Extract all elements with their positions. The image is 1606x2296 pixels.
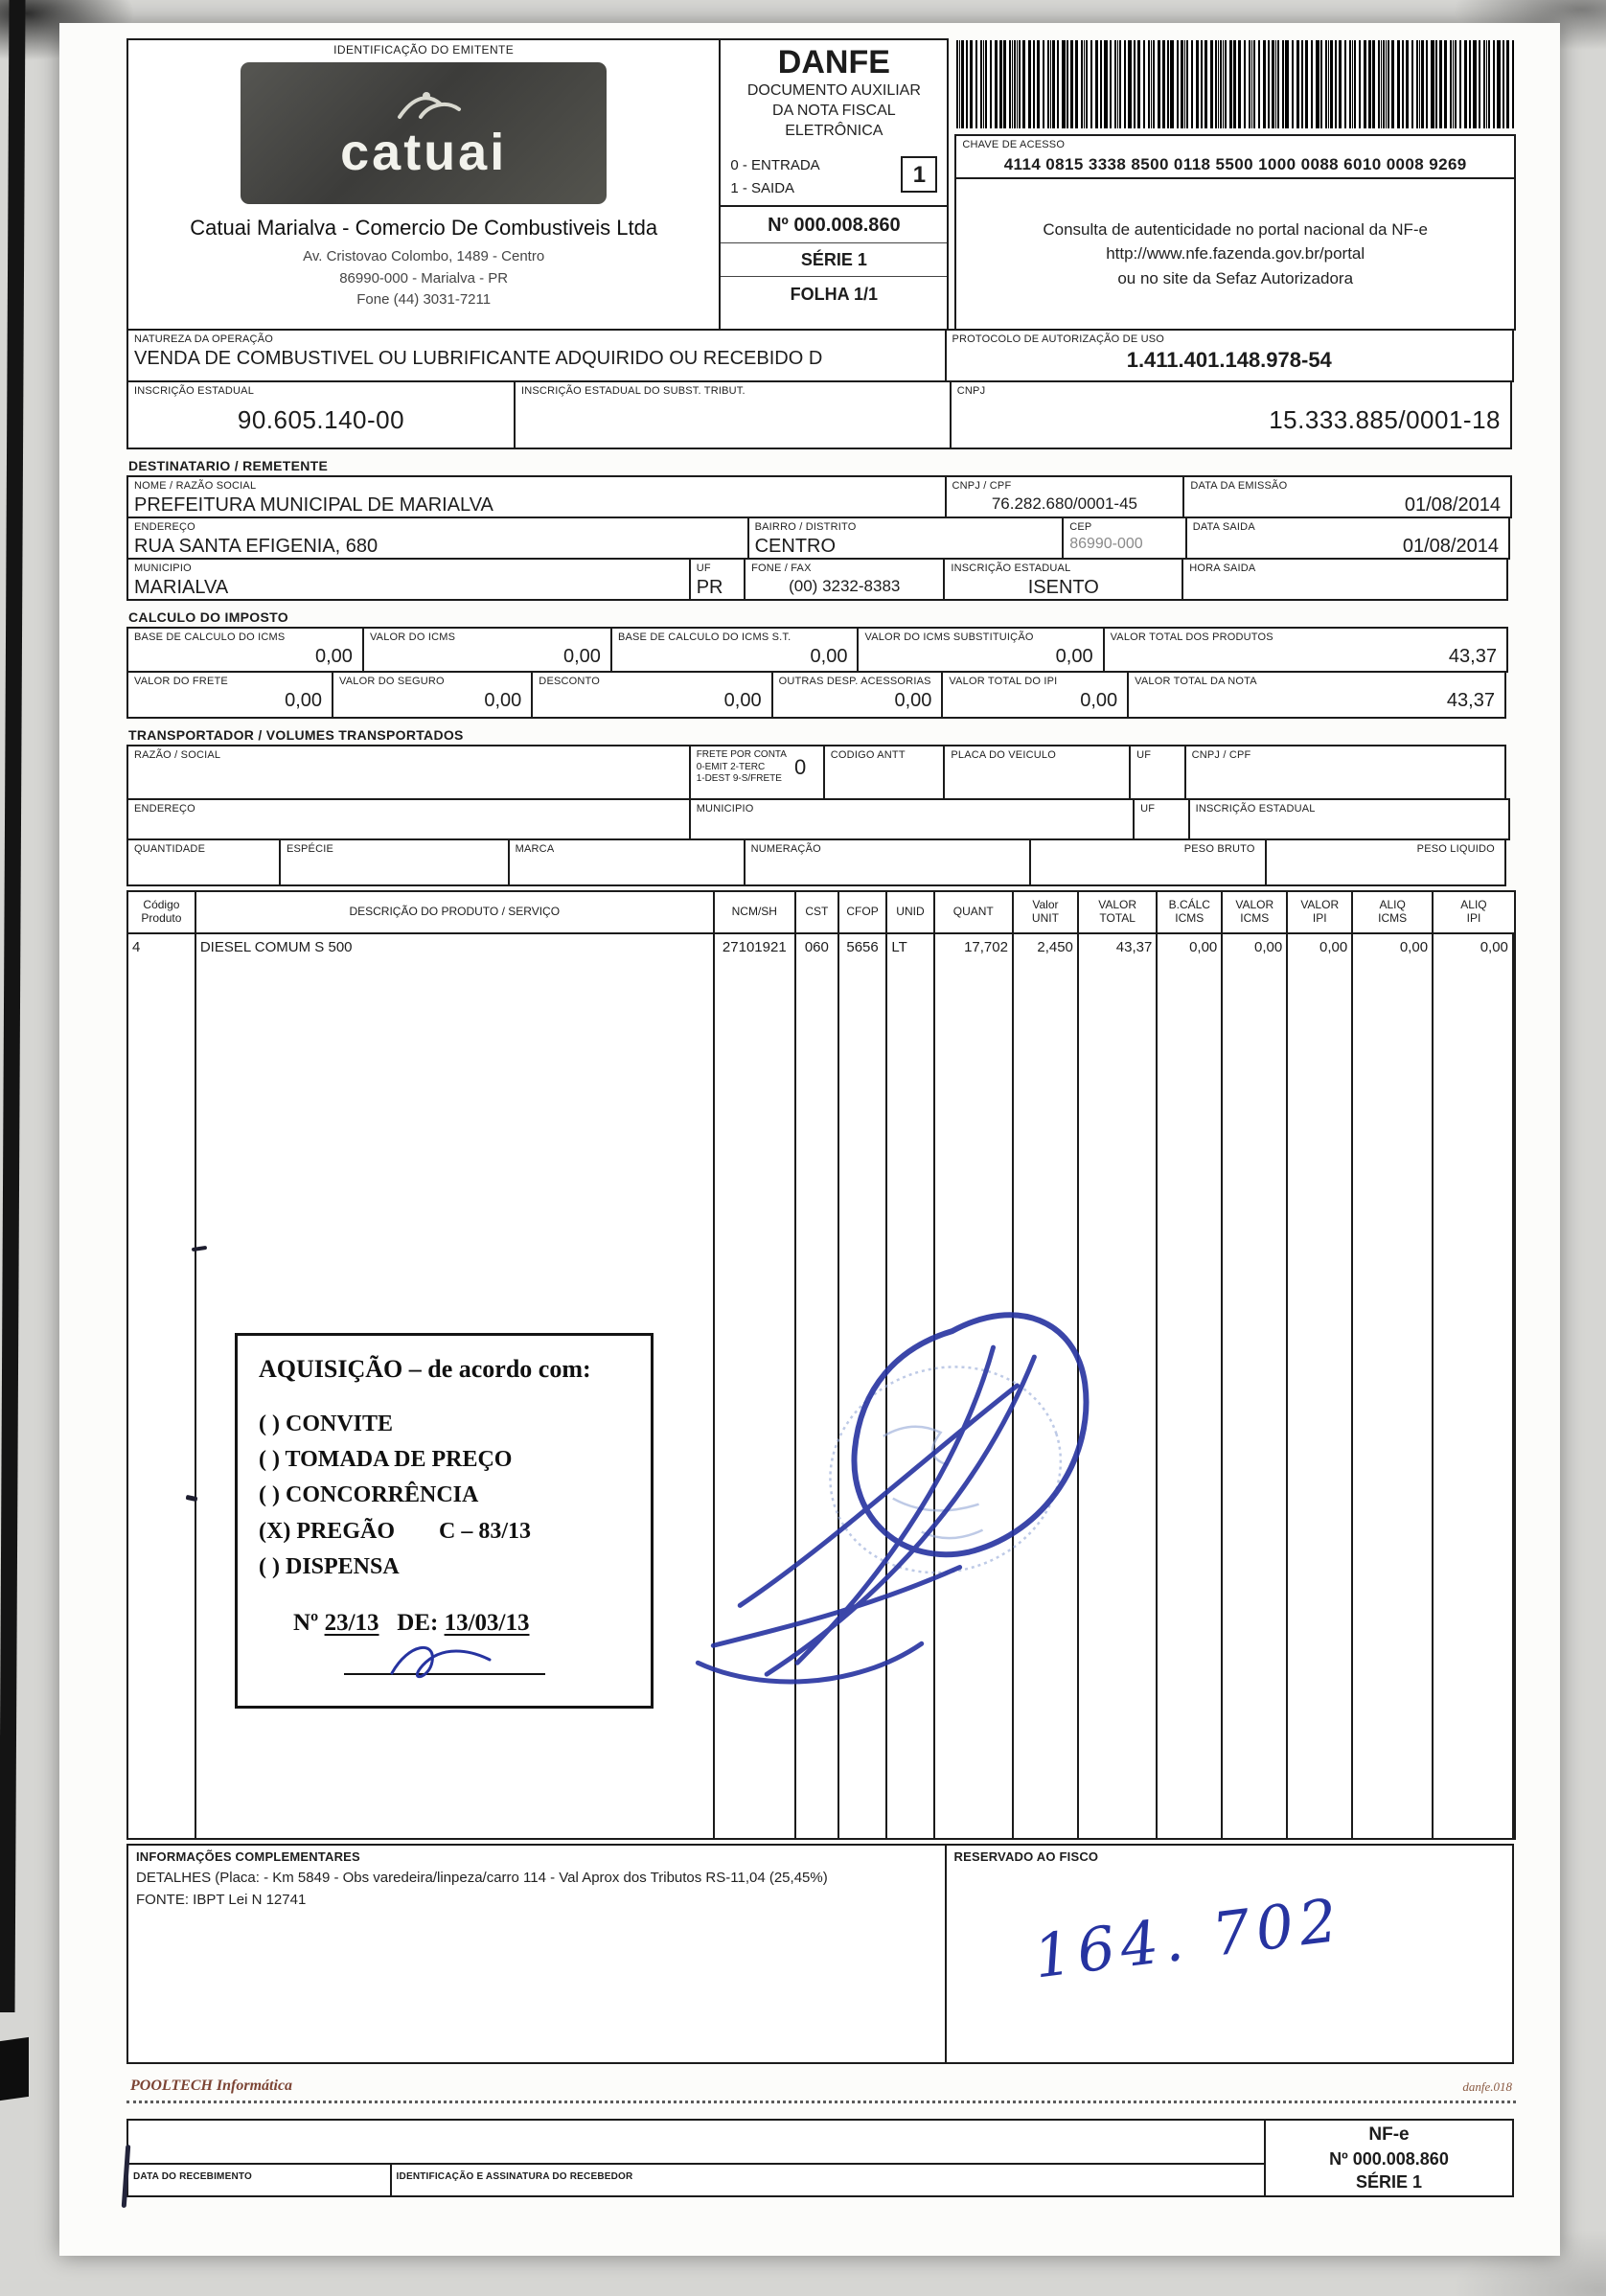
transp-endereco-label: ENDEREÇO (134, 803, 195, 815)
emitente-address-line2: 86990-000 - Marialva - PR (339, 269, 509, 287)
danfe-subtitle-line3: ELETRÔNICA (785, 122, 883, 139)
cell-ncm: 27101921 (715, 934, 796, 1838)
field-transp-municipio (689, 798, 1135, 840)
field-dest-saida (1185, 517, 1510, 560)
informacoes-complementares-text (136, 1868, 937, 1911)
valor-seguro-label: VALOR DO SEGURO (339, 676, 445, 687)
perforation-line (126, 2101, 1516, 2103)
aquisicao-title: AQUISIÇÃO – de acordo com: (259, 1355, 591, 1383)
ie-label: INSCRIÇÃO ESTADUAL (134, 385, 255, 397)
cell-valor-total: 43,37 (1079, 934, 1158, 1838)
transp-uf2-label: UF (1140, 803, 1156, 815)
cnpj-value: 15.333.885/0001-18 (1269, 404, 1501, 434)
produtos-table-header (126, 890, 1516, 934)
codigo-antt-label: CODIGO ANTT (830, 749, 906, 761)
field-dest-cep (1062, 517, 1187, 560)
dest-municipio-label: MUNICIPIO (134, 563, 192, 574)
aquisicao-num-value: 23/13 (324, 1609, 379, 1636)
field-transp-endereco (126, 798, 691, 840)
field-dest-municipio (126, 558, 691, 601)
field-dest-fone (744, 558, 945, 601)
danfe-subtitle (721, 81, 947, 141)
field-valor-frete (126, 671, 333, 719)
field-valor-icms-subst (857, 627, 1104, 673)
field-dest-ie (943, 558, 1183, 601)
tipo-nf-box: 1 (901, 156, 937, 193)
field-valor-icms (362, 627, 612, 673)
valor-seguro-value: 0,00 (484, 689, 522, 711)
cnpj-label: CNPJ (956, 385, 986, 397)
frete-conta-l2: 0-EMIT 2-TERC (696, 761, 766, 772)
aquisicao-signature-line (344, 1642, 545, 1675)
transp-razao-label: RAZÃO / SOCIAL (134, 749, 221, 761)
natureza-label: NATUREZA DA OPERAÇÃO (134, 333, 273, 345)
consulta-box (954, 177, 1516, 331)
transp-uf1-label: UF (1136, 749, 1152, 761)
emitente-address-line1: Av. Cristovao Colombo, 1489 - Centro (303, 248, 545, 264)
transportador-row-2 (126, 798, 1516, 840)
option-convite: ( ) CONVITE (259, 1412, 394, 1436)
cell-codigo: 4 (128, 934, 196, 1838)
dest-endereco-label: ENDEREÇO (134, 521, 195, 533)
col-header-valor-ipi: VALOR IPI (1288, 892, 1353, 932)
dest-cep-label: CEP (1069, 521, 1092, 533)
transportador-row-1 (126, 745, 1516, 800)
info-line1: DETALHES (Placa: - Km 5849 - Obs varedeira/linpeza/carro 114 - Val Aprox dos Tributos RS-11,04 (25,45%) (136, 1870, 828, 1886)
field-valor-total-nota (1127, 671, 1506, 719)
field-quantidade (126, 838, 281, 886)
aquisicao-options (259, 1407, 630, 1585)
dest-endereco-value: RUA SANTA EFIGENIA, 680 (134, 535, 379, 557)
base-icms-value: 0,00 (315, 645, 353, 667)
field-dest-hora (1182, 558, 1508, 601)
software-credit: POOLTECH Informática (130, 2078, 293, 2094)
field-dest-cnpj (945, 475, 1185, 518)
field-transp-uf1 (1129, 745, 1185, 800)
base-icms-st-label: BASE DE CALCULO DO ICMS S.T. (617, 631, 792, 643)
frete-conta-l3: 1-DEST 9-S/FRETE (696, 773, 782, 784)
dest-bairro-label: BAIRRO / DISTRITO (754, 521, 857, 533)
reservado-fisco-box (945, 1844, 1515, 2064)
col-header-valor-unit: Valor UNIT (1014, 892, 1079, 932)
option-dispensa: ( ) DISPENSA (259, 1553, 400, 1579)
field-marca (508, 838, 746, 886)
field-valor-seguro (332, 671, 533, 719)
fisco-handwriting: 164. 702 (1029, 1884, 1346, 1992)
col-header-aliq-ipi: ALIQ IPI (1460, 898, 1487, 925)
nf-serie: SÉRIE 1 (721, 243, 947, 277)
col-header-descricao: DESCRIÇÃO DO PRODUTO / SERVIÇO (196, 892, 715, 932)
aquisicao-de-label: DE: (397, 1609, 439, 1636)
field-natureza-operacao (126, 329, 947, 382)
valor-frete-label: VALOR DO FRETE (134, 676, 228, 687)
dest-fone-label: FONE / FAX (751, 563, 812, 574)
destinatario-section-title: DESTINATARIO / REMETENTE (128, 458, 329, 473)
col-header-aliq-icms: ALIQ ICMS (1353, 892, 1434, 932)
field-codigo-antt (823, 745, 946, 800)
chave-column (954, 38, 1516, 331)
field-frete-por-conta (689, 745, 825, 800)
consulta-line1: Consulta de autenticidade no portal nacional da NF-e (1043, 219, 1429, 239)
ie-subst-label: INSCRIÇÃO ESTADUAL DO SUBST. TRIBUT. (521, 385, 746, 397)
ie-value: 90.605.140-00 (237, 404, 405, 434)
dest-uf-label: UF (696, 563, 711, 574)
logo-wordmark: catuai (340, 124, 508, 181)
valor-total-produtos-label: VALOR TOTAL DOS PRODUTOS (1110, 631, 1273, 643)
cell-unid: LT (887, 934, 934, 1838)
col-header-bcalc-icms: B.CÁLC ICMS (1158, 892, 1223, 932)
valor-icms-subst-value: 0,00 (1055, 645, 1093, 667)
field-base-icms-st (610, 627, 860, 673)
field-peso-liquido (1265, 838, 1506, 886)
cell-descricao: DIESEL COMUM S 500 (196, 934, 715, 1838)
field-peso-bruto (1029, 838, 1267, 886)
danfe-subtitle-line1: DOCUMENTO AUXILIAR (746, 82, 921, 99)
field-especie (279, 838, 510, 886)
dest-emissao-value: 01/08/2014 (1404, 494, 1501, 516)
field-transp-ie (1188, 798, 1510, 840)
info-line2: FONTE: IBPT Lei N 12741 (136, 1891, 307, 1908)
cell-cfop: 5656 (839, 934, 888, 1838)
entrada-label: 0 - ENTRADA (730, 157, 820, 174)
transp-ie-label: INSCRIÇÃO ESTADUAL (1195, 803, 1316, 815)
field-data-recebimento (128, 2165, 390, 2195)
cell-valor-unit: 2,450 (1014, 934, 1079, 1838)
dest-cnpj-label: CNPJ / CPF (952, 480, 1012, 492)
col-header-cfop: CFOP (839, 892, 888, 932)
dest-cep-value: 86990-000 (1069, 535, 1143, 552)
cell-aliq-ipi: 0,00 (1434, 934, 1514, 1838)
aquisicao-number-line (259, 1610, 630, 1637)
cell-valor-ipi: 0,00 (1288, 934, 1353, 1838)
frete-conta-value: 0 (793, 754, 807, 779)
field-placa-veiculo (943, 745, 1131, 800)
field-transp-uf2 (1133, 798, 1189, 840)
option-pregao-code: C – 83/13 (438, 1518, 531, 1544)
field-assinatura-recebedor (390, 2165, 1264, 2195)
dest-ie-label: INSCRIÇÃO ESTADUAL (951, 563, 1071, 574)
field-outras-despesas (771, 671, 944, 719)
chave-acesso-value: 4114 0815 3338 8500 0118 5500 1000 0088 6010 0008 9269 (1003, 154, 1467, 173)
outras-despesas-value: 0,00 (894, 689, 932, 711)
option-pregao (259, 1514, 630, 1550)
quantidade-label: QUANTIDADE (134, 843, 206, 855)
danfe-subtitle-line2: DA NOTA FISCAL (772, 102, 896, 119)
chave-acesso-label: CHAVE DE ACESSO (962, 139, 1066, 150)
dest-fone-value: (00) 3232-8383 (789, 576, 901, 595)
field-valor-ipi (941, 671, 1129, 719)
transp-cnpj-label: CNPJ / CPF (1191, 749, 1251, 761)
option-concorrencia: ( ) CONCORRÊNCIA (259, 1482, 479, 1508)
data-recebimento-label: DATA DO RECEBIMENTO (133, 2171, 252, 2182)
imposto-section-title: CALCULO DO IMPOSTO (128, 609, 288, 625)
entrada-saida-block (721, 147, 947, 207)
aquisicao-num-label: Nº (293, 1609, 319, 1636)
destinatario-row-1 (126, 475, 1516, 518)
natureza-row (126, 329, 1516, 382)
info-row (126, 1844, 1516, 2064)
peso-bruto-label: PESO BRUTO (1183, 843, 1255, 855)
desconto-label: DESCONTO (539, 676, 601, 687)
chave-acesso-box (954, 134, 1516, 179)
dest-hora-label: HORA SAIDA (1189, 563, 1256, 574)
canhoto-blank-area (128, 2121, 1264, 2163)
canhoto-left (126, 2119, 1266, 2197)
frete-conta-l1: FRETE POR CONTA (696, 749, 787, 760)
field-dest-nome (126, 475, 947, 518)
emitente-logo (241, 62, 607, 204)
dest-bairro-value: CENTRO (754, 535, 837, 557)
emitente-box (126, 38, 721, 331)
col-header-unid: UNID (887, 892, 934, 932)
nf-numero: Nº 000.008.860 (721, 207, 947, 243)
scan-edge-artifact (0, 0, 25, 2012)
desconto-value: 0,00 (723, 689, 762, 711)
destinatario-row-3 (126, 558, 1516, 601)
dest-nome-value: PREFEITURA MUNICIPAL DE MARIALVA (134, 494, 493, 516)
outras-despesas-label: OUTRAS DESP. ACESSORIAS (778, 676, 931, 687)
field-dest-endereco (126, 517, 749, 560)
consulta-url: http://www.nfe.fazenda.gov.br/portal (1106, 244, 1365, 264)
canhoto-nfe-title: NF-e (1368, 2124, 1410, 2145)
emitente-box-label: IDENTIFICAÇÃO DO EMITENTE (333, 43, 515, 57)
emitente-address (128, 246, 719, 311)
field-numeracao (744, 838, 1031, 886)
aquisicao-signature-scribble (382, 1637, 497, 1683)
cell-bcalc-icms: 0,00 (1158, 934, 1223, 1838)
dest-nome-label: NOME / RAZÃO SOCIAL (134, 480, 257, 492)
informacoes-complementares-box (126, 1844, 947, 2064)
valor-total-nota-value: 43,37 (1446, 689, 1495, 711)
valor-total-produtos-value: 43,37 (1448, 645, 1497, 667)
consulta-line3: ou no site da Sefaz Autorizadora (1117, 268, 1354, 287)
scan-edge-artifact (0, 2037, 29, 2101)
assinatura-recebedor-label: IDENTIFICAÇÃO E ASSINATURA DO RECEBEDOR (396, 2171, 633, 2182)
reservado-fisco-title: RESERVADO AO FISCO (953, 1849, 1099, 1864)
logo-figure-icon (371, 88, 476, 125)
col-header-cst: CST (796, 892, 839, 932)
col-header-valor-total: VALOR TOTAL (1079, 892, 1158, 932)
field-inscricao-subst (514, 380, 952, 449)
dest-saida-value: 01/08/2014 (1402, 535, 1499, 557)
danfe-page (59, 23, 1560, 2256)
destinatario-row-2 (126, 517, 1516, 560)
numeracao-label: NUMERAÇÃO (750, 843, 821, 855)
emitente-name: Catuai Marialva - Comercio De Combustiveis Ltda (190, 216, 658, 240)
inscricao-row (126, 380, 1516, 449)
peso-liquido-label: PESO LIQUIDO (1416, 843, 1495, 855)
danfe-box (719, 38, 949, 331)
emitente-address-line3: Fone (44) 3031-7211 (356, 291, 492, 308)
col-header-codigo: Código Produto (128, 892, 196, 932)
cell-aliq-icms: 0,00 (1353, 934, 1434, 1838)
valor-icms-subst-label: VALOR DO ICMS SUBSTITUIÇÃO (864, 631, 1034, 643)
saida-label: 1 - SAIDA (730, 179, 795, 196)
field-transp-razao (126, 745, 691, 800)
imposto-row-2 (126, 671, 1516, 719)
base-icms-label: BASE DE CALCULO DO ICMS (134, 631, 286, 643)
field-dest-uf (689, 558, 746, 601)
field-desconto (531, 671, 772, 719)
col-header-quant: QUANT (935, 892, 1014, 932)
dest-cnpj-value: 76.282.680/0001-45 (991, 494, 1138, 513)
informacoes-complementares-title: INFORMAÇÕES COMPLEMENTARES (136, 1849, 360, 1864)
dest-saida-label: DATA SAIDA (1192, 521, 1255, 533)
cell-quant: 17,702 (935, 934, 1014, 1838)
protocolo-value: 1.411.401.148.978-54 (1126, 347, 1332, 372)
canhoto-label-row (128, 2163, 1264, 2195)
barcode (956, 40, 1514, 128)
field-protocolo (945, 329, 1515, 382)
aquisicao-de-value: 13/03/13 (444, 1609, 530, 1636)
danfe-form (126, 38, 1516, 2197)
placa-veiculo-label: PLACA DO VEICULO (951, 749, 1056, 761)
produtos-table-body (126, 934, 1516, 1840)
marca-label: MARCA (515, 843, 555, 855)
valor-frete-value: 0,00 (285, 689, 323, 711)
imposto-row-1 (126, 627, 1516, 673)
cell-valor-icms: 0,00 (1223, 934, 1288, 1838)
valor-ipi-value: 0,00 (1080, 689, 1118, 711)
dest-uf-value: PR (696, 576, 723, 598)
option-tomada-preco: ( ) TOMADA DE PREÇO (259, 1447, 513, 1473)
field-dest-bairro (747, 517, 1065, 560)
nf-folha: FOLHA 1/1 (790, 284, 879, 304)
footer-line (126, 2078, 1516, 2095)
transportador-section-title: TRANSPORTADOR / VOLUMES TRANSPORTADOS (128, 727, 464, 743)
dest-municipio-value: MARIALVA (134, 576, 229, 598)
field-valor-total-produtos (1103, 627, 1508, 673)
valor-icms-label: VALOR DO ICMS (369, 631, 456, 643)
valor-icms-value: 0,00 (563, 645, 601, 667)
protocolo-label: PROTOCOLO DE AUTORIZAÇÃO DE USO (952, 333, 1165, 345)
aquisicao-stamp-box (235, 1333, 654, 1709)
valor-total-nota-label: VALOR TOTAL DA NOTA (1135, 676, 1257, 687)
transportador-row-3 (126, 838, 1516, 886)
option-pregao-text: (X) PREGÃO (259, 1518, 395, 1544)
field-base-icms (126, 627, 364, 673)
form-code: danfe.018 (1462, 2079, 1512, 2094)
natureza-value: VENDA DE COMBUSTIVEL OU LUBRIFICANTE ADQUIRIDO OU RECEBIDO D (134, 347, 823, 369)
field-transp-cnpj (1184, 745, 1506, 800)
header (126, 38, 1516, 331)
valor-ipi-label: VALOR TOTAL DO IPI (949, 676, 1058, 687)
dest-emissao-label: DATA DA EMISSÃO (1190, 480, 1288, 492)
field-cnpj-emitente (950, 380, 1512, 449)
especie-label: ESPÉCIE (286, 843, 334, 855)
field-dest-emissao (1182, 475, 1512, 518)
base-icms-st-value: 0,00 (810, 645, 848, 667)
col-header-valor-icms: VALOR ICMS (1223, 892, 1288, 932)
cell-cst: 060 (796, 934, 839, 1838)
canhoto-nfe-numero: Nº 000.008.860 (1329, 2148, 1449, 2169)
danfe-title: DANFE (777, 44, 890, 80)
canhoto-nfe-box (1264, 2119, 1514, 2197)
dest-ie-value: ISENTO (1027, 576, 1099, 598)
canhoto-nfe-serie: SÉRIE 1 (1355, 2171, 1423, 2192)
canhoto-stub (126, 2119, 1516, 2197)
field-inscricao-estadual (126, 380, 516, 449)
transp-municipio-label: MUNICIPIO (696, 803, 754, 815)
col-header-ncm: NCM/SH (715, 892, 796, 932)
